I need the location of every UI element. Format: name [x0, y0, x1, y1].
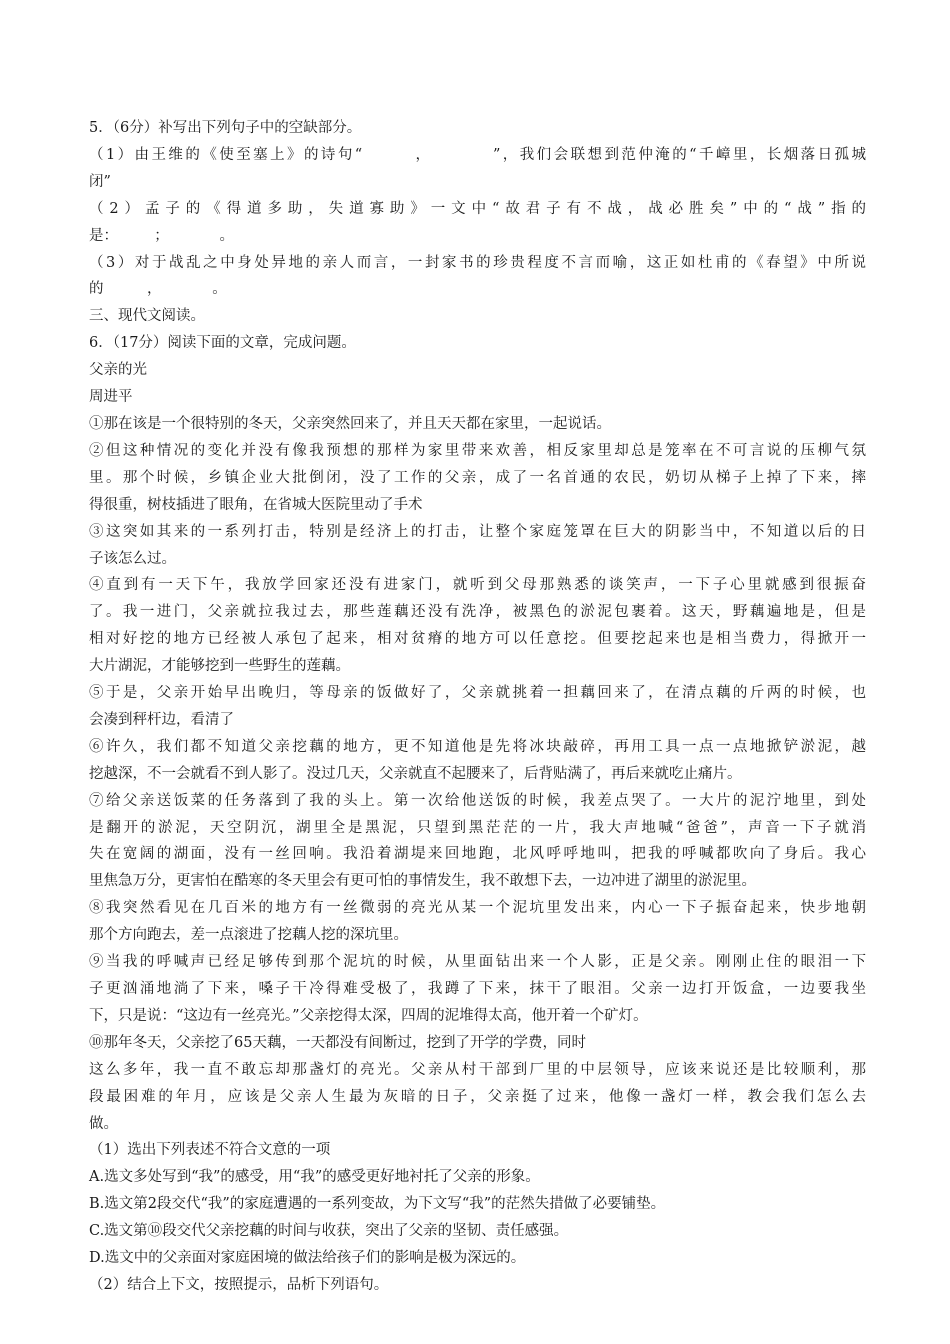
- text-line: ⑥许久，我们都不知道父亲挖藕的地方，更不知道他是先将冰块敲碎，再用工具一点一点地掀铲淤泥，越: [89, 738, 866, 755]
- text-line: ⑩那年冬天，父亲挖了65天藕，一天都没有间断过，挖到了开学的学费，同时: [89, 1034, 586, 1051]
- text-line: D.选文中的父亲面对家庭困境的做法给孩子们的影响是极为深远的。: [89, 1250, 526, 1267]
- text-line: 大片湖泥，才能够挖到一些野生的莲藕。: [89, 658, 350, 675]
- text-line: （3）对于战乱之中身处异地的亲人而言，一封家书的珍贵程度不言而喻，这正如杜甫的《春望》中所说: [89, 254, 866, 271]
- text-line: ①那在该是一个很特别的冬天，父亲突然回来了，并且天天都在家里，一起说话。: [89, 415, 611, 432]
- text-line: B.选文第2段交代“我”的家庭遭遇的一系列变故，为下文写“我”的茫然失措做了必要铺垫。: [89, 1196, 666, 1213]
- text-line: 那个方向跑去，差一点滚进了挖藕人挖的深坑里。: [89, 927, 408, 944]
- text-line: ⑧我突然看见在几百米的地方有一丝微弱的亮光从某一个泥坑里发出来，内心一下子振奋起来，快步地朝: [89, 900, 866, 917]
- text-line: 下，只是说：“这边有一丝亮光。”父亲挖得太深，四周的泥堆得太高，他开着一个矿灯。: [89, 1007, 648, 1024]
- text-line: 里。那个时候，乡镇企业大批倒闭，没了工作的父亲，成了一名首通的农民，奶切从梯子上掉了下来，摔: [89, 469, 866, 486]
- text-line: 是： ； 。: [89, 227, 234, 244]
- text-line: 是翻开的淤泥，天空阴沉，湖里全是黑泥，只望到黑茫茫的一片，我大声地喊“爸爸”，声音一下子就消: [89, 819, 866, 836]
- text-line: （1）选出下列表述不符合文意的一项: [89, 1142, 331, 1159]
- text-line: ④直到有一天下午，我放学回家还没有进家门，就听到父母那熟悉的谈笑声，一下子心里就感到很振奋: [89, 577, 866, 594]
- text-line: 父亲的光: [89, 362, 147, 379]
- text-line: 三、现代文阅读。: [89, 308, 205, 325]
- text-line: 5．（6分）补写出下列句子中的空缺部分。: [89, 120, 362, 136]
- text-line: ③这突如其来的一系列打击，特别是经济上的打击，让整个家庭笼罩在巨大的阴影当中，不知道以后的日: [89, 523, 866, 540]
- text-line: 这么多年，我一直不敢忘却那盏灯的亮光。父亲从村干部到厂里的中层领导，应该来说还是比较顺利，那: [89, 1061, 866, 1078]
- text-line: ②但这种情况的变化并没有像我预想的那样为家里带来欢善，相反家里却总是笼率在不可言说的压柳气氛: [89, 442, 866, 459]
- text-line: 相对好挖的地方已经被人承包了起来，相对贫瘠的地方可以任意挖。但要挖起来也是相当费力，得掀开一: [89, 631, 866, 648]
- text-line: 了。我一进门，父亲就拉我过去，那些莲藕还没有洗净，被黑色的淤泥包裹着。这天，野藕遍地是，但是: [89, 604, 866, 621]
- text-line: 的 ， 。: [89, 281, 227, 298]
- document-page: [89, 115, 866, 1299]
- text-line: 子更汹涌地淌了下来，嗓子干冷得难受极了，我蹲了下来，抹干了眼泪。父亲一边打开饭盒，一边要我坐: [89, 981, 866, 997]
- text-line: 失在宽阔的湖面，没有一丝回响。我沿着湖堤来回地跑，北风呼呼地叫，把我的呼喊都吹向了身后。我心: [89, 846, 866, 863]
- text-line: 做。: [89, 1115, 118, 1132]
- text-line: A.选文多处写到“我”的感受，用“我”的感受更好地衬托了父亲的形象。: [89, 1169, 540, 1186]
- text-line: 得很重，树枝插进了眼角，在省城大医院里动了手术: [89, 496, 423, 513]
- text-line: ⑦给父亲送饭菜的任务落到了我的头上。第一次给他送饭的时候，我差点哭了。一大片的泥泞地里，到处: [89, 792, 866, 809]
- text-line: ⑨当我的呼喊声已经足够传到那个泥坑的时候，从里面钻出来一个人影，正是父亲。刚刚止住的眼泪一下: [89, 954, 866, 971]
- text-line: （2）结合上下文，按照提示，品析下列语句。: [89, 1276, 389, 1293]
- text-line: C.选文第⑩段交代父亲挖藕的时间与收获，突出了父亲的坚韧、责任感强。: [89, 1223, 569, 1240]
- text-line: 周进平: [89, 389, 133, 406]
- text-line: 子该怎么过。: [89, 550, 176, 567]
- text-line: 会凑到秤杆边，看清了: [89, 711, 234, 728]
- text-line: 段最困难的年月，应该是父亲人生最为灰暗的日子，父亲挺了过来，他像一盏灯一样，教会我们怎么去: [89, 1088, 866, 1105]
- text-line: （1）由王维的《使至塞上》的诗句“ ， ”，我们会联想到范仲淹的“千嶂里，长烟落日孤城: [89, 146, 866, 163]
- text-line: 6．（17分）阅读下面的文章，完成问题。: [89, 335, 356, 352]
- text-line: ⑤于是，父亲开始早出晚归，等母亲的饭做好了，父亲就挑着一担藕回来了，在清点藕的斤两的时候，也: [89, 685, 866, 702]
- text-line: （2）孟子的《得道多助，失道寡助》一文中“故君子有不战，战必胜矣”中的“战”指的: [89, 200, 866, 217]
- text-line: 里焦急万分，更害怕在酷寒的冬天里会有更可怕的事情发生，我不敢想下去，一边冲进了湖里的淤泥里。: [89, 873, 756, 890]
- text-line: 挖越深，不一会就看不到人影了。没过几天，父亲就直不起腰来了，后背贴满了，再后来就吃止痛片。: [89, 765, 742, 782]
- text-line: 闭”: [89, 173, 111, 190]
